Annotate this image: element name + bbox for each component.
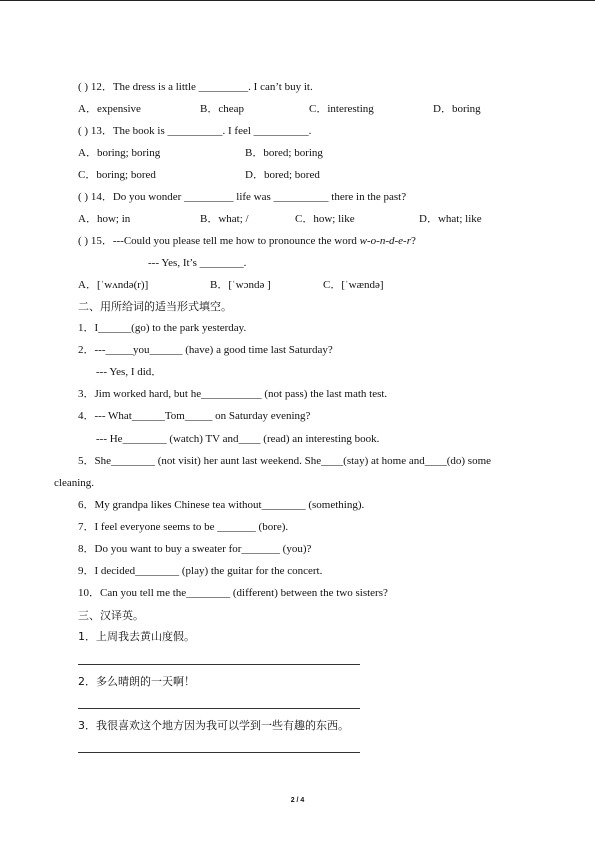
q15-option-a: A．[ˈwʌndə(r)]	[78, 279, 149, 291]
q15-stem-prefix: ( ) 15．---Could you please tell me how to pronounce the word	[78, 235, 360, 247]
q12-option-d: D．boring	[433, 103, 481, 115]
answer-line-1	[78, 664, 360, 665]
page-number: 2 / 4	[290, 797, 305, 804]
fill-item-6: 6．My grandpa likes Chinese tea without________ (something).	[78, 499, 365, 511]
question-13-stem: ( ) 13．The book is __________. I feel __________.	[78, 125, 312, 137]
q15-reply: --- Yes, It’s ________.	[148, 257, 247, 269]
q15-option-c: C．[ˈwændə]	[323, 279, 384, 291]
translate-item-3: 3．我很喜欢这个地方因为我可以学到一些有趣的东西。	[78, 719, 349, 732]
fill-item-1: 1．I______(go) to the park yesterday.	[78, 322, 247, 334]
q13-option-b: B．bored; boring	[245, 147, 323, 159]
q14-option-c: C．how; like	[295, 213, 355, 225]
fill-item-4-reply: --- He________ (watch) TV and____ (read) an interesting book.	[96, 433, 380, 445]
q15-option-b: B．[ˈwɔndə ]	[210, 279, 271, 291]
q12-option-b: B．cheap	[200, 103, 244, 115]
q13-option-a: A．boring; boring	[78, 147, 161, 159]
question-14-stem: ( ) 14．Do you wonder _________ life was __________ there in the past?	[78, 191, 407, 203]
q13-option-d: D．bored; bored	[245, 169, 320, 181]
q13-option-c: C．boring; bored	[78, 169, 156, 181]
q15-stem-word: w-o-n-d-e-r	[359, 235, 411, 247]
q14-option-d: D．what; like	[419, 213, 482, 225]
section-2-heading: 二、用所给词的适当形式填空。	[78, 300, 232, 313]
fill-item-5-cont: cleaning.	[54, 477, 95, 489]
answer-line-3	[78, 752, 360, 753]
fill-item-8: 8．Do you want to buy a sweater for_______ (you)?	[78, 543, 312, 555]
fill-item-2-reply: --- Yes, I did．	[96, 366, 163, 378]
fill-item-7: 7．I feel everyone seems to be _______ (bore).	[78, 521, 289, 533]
fill-item-4: 4．--- What______Tom_____ on Saturday evening?	[78, 410, 311, 422]
question-15-stem	[78, 235, 416, 248]
answer-line-2	[78, 708, 360, 709]
fill-item-3: 3．Jim worked hard, but he___________ (not pass) the last math test.	[78, 388, 388, 400]
q12-option-c: C．interesting	[309, 103, 374, 115]
q12-option-a: A．expensive	[78, 103, 141, 115]
fill-item-2: 2．---_____you______ (have) a good time last Saturday?	[78, 344, 333, 356]
translate-item-1: 1．上周我去黄山度假。	[78, 630, 195, 643]
q14-option-a: A．how; in	[78, 213, 131, 225]
question-12-stem: ( ) 12．The dress is a little _________. I can’t buy it.	[78, 81, 313, 93]
fill-item-5: 5．She________ (not visit) her aunt last weekend. She____(stay) at home and____(do) some	[78, 455, 492, 467]
translate-item-2: 2．多么晴朗的一天啊！	[78, 675, 195, 688]
q14-option-b: B．what; /	[200, 213, 249, 225]
fill-item-9: 9．I decided________ (play) the guitar for the concert.	[78, 565, 323, 577]
section-3-heading: 三、汉译英。	[78, 609, 144, 622]
fill-item-10: 10．Can you tell me the________ (different) between the two sisters?	[78, 587, 388, 599]
top-border	[0, 0, 595, 1]
q15-stem-suffix: ?	[410, 235, 416, 247]
